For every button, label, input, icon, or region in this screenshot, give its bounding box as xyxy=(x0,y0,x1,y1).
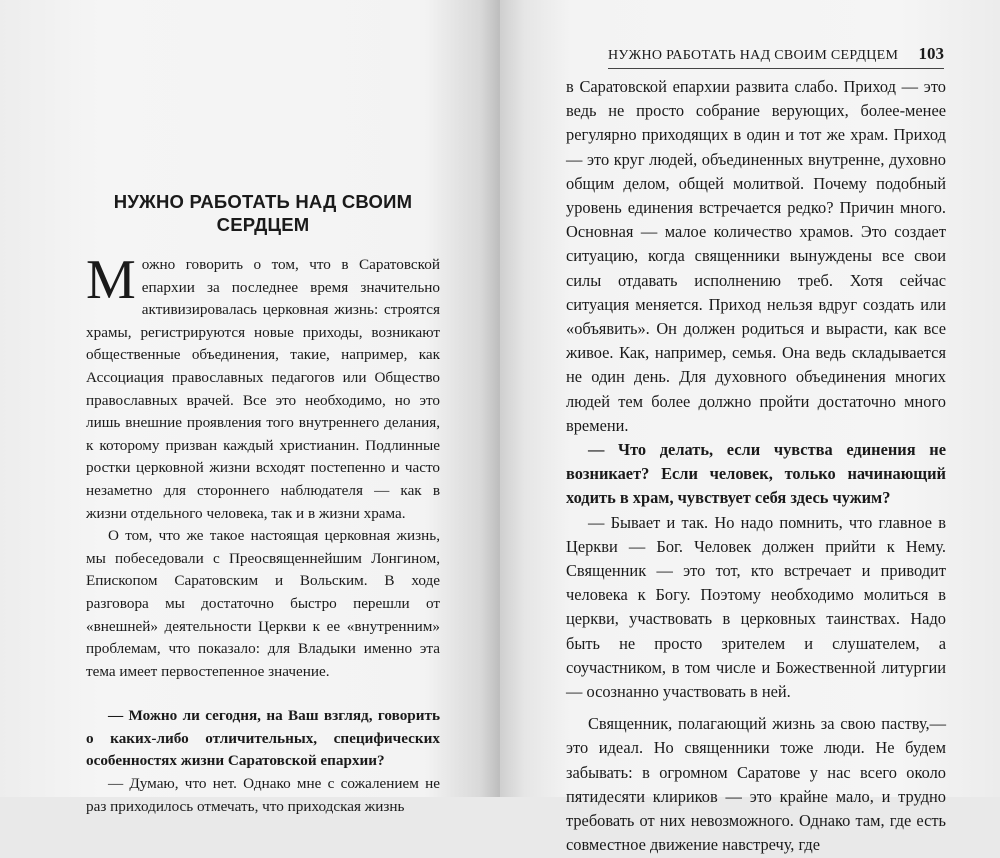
running-title: НУЖНО РАБОТАТЬ НАД СВОИМ СЕРДЦЕМ xyxy=(608,48,899,63)
answer-1-continued: в Саратовской епархии развита слабо. Приход — это ведь не просто собрание верующих, более-менее регулярно приходящих в один и тот же храм. Приход — это круг людей, объединенных внутренне, духовно общим делом, общей молитвой. Почему подобный уровень единения встречается редко? Причин много. Основная — малое количество храмов. Это создает ситуацию, когда священники вынуждены все свои силы отдавать исполнению треб. Хотя сейчас ситуация меняется. Приход нельзя вдруг создать или «объявить». Он должен родиться и вырасти, как все живое. Как, например, семья. Она ведь складывается не один день. Для духовного объединения многих людей тем более должно пройти достаточно много времени. xyxy=(566,77,946,435)
intro-paragraph xyxy=(86,249,440,525)
drop-cap: М xyxy=(86,249,136,311)
left-column xyxy=(86,190,440,818)
right-column xyxy=(566,75,946,858)
running-head xyxy=(608,44,944,69)
article-heading: НУЖНО РАБОТАТЬ НАД СВОИМ СЕРДЦЕМ xyxy=(113,191,413,235)
right-page xyxy=(500,0,1000,855)
closing-paragraph: Священник, полагающий жизнь за свою паству,— это идеал. Но священники тоже люди. Не будем забывать: в огромном Саратове у нас всего около пятидесяти клириков — это крайне мало, и трудно требовать от них невозможного. Однако там, где есть совместное движение навстречу, где xyxy=(566,714,946,855)
page-number: 103 xyxy=(918,44,944,63)
spacer xyxy=(86,683,440,705)
left-page xyxy=(0,0,500,815)
question-2: — Что делать, если чувства единения не возникает? Если человек, только начинающий ходить в храм, чувствует себя здесь чужим? xyxy=(566,440,946,508)
spacer-small xyxy=(566,704,946,712)
answer-2: — Бывает и так. Но надо помнить, что главное в Церкви — Бог. Человек должен прийти к Нему. Священник — это тот, кто встречает и приводит человека к Богу. Поэтому необходимо молиться в церкви, участвовать в церковных таинствах. Надо быть не просто зрителем и слушателем, а соучастником, в том числе и Божественной литургии — осознанно участвовать в ней. xyxy=(566,512,946,702)
question-1: — Можно ли сегодня, на Ваш взгляд, говорить о каких-либо отличительных, специфических особенностях жизни Саратовской епархии? xyxy=(86,707,440,770)
intro-paragraph-text: ожно говорить о том, что в Саратовской епархии за последнее время значительно активизировалась церковная жизнь: строятся храмы, регистрируются новые приходы, возникают общественные объединения, такие, например, как Ассоциация православных педагогов или Общество православных врачей. Все это необходимо, но это лишь внешние проявления того внутреннего делания, к которому призван каждый христианин. Подлинные ростки церковной жизни всходят постепенно и часто незаметно для стороннего наблюдателя — как в жизни отдельного человека, так и в жизни храма. xyxy=(86,256,440,522)
answer-1-start: — Думаю, что нет. Однако мне с сожалением не раз приходилось отмечать, что приходская жизнь xyxy=(86,775,440,815)
context-paragraph: О том, что же такое настоящая церковная жизнь, мы побеседовали с Преосвященнейшим Лонгином, Епископом Саратовским и Вольским. В ходе разговора мы достаточно быстро перешли от «внешней» деятельности Церкви к ее «внутренним» проблемам, что показало: для Владыки именно эта тема имеет первостепенное значение. xyxy=(86,527,440,680)
